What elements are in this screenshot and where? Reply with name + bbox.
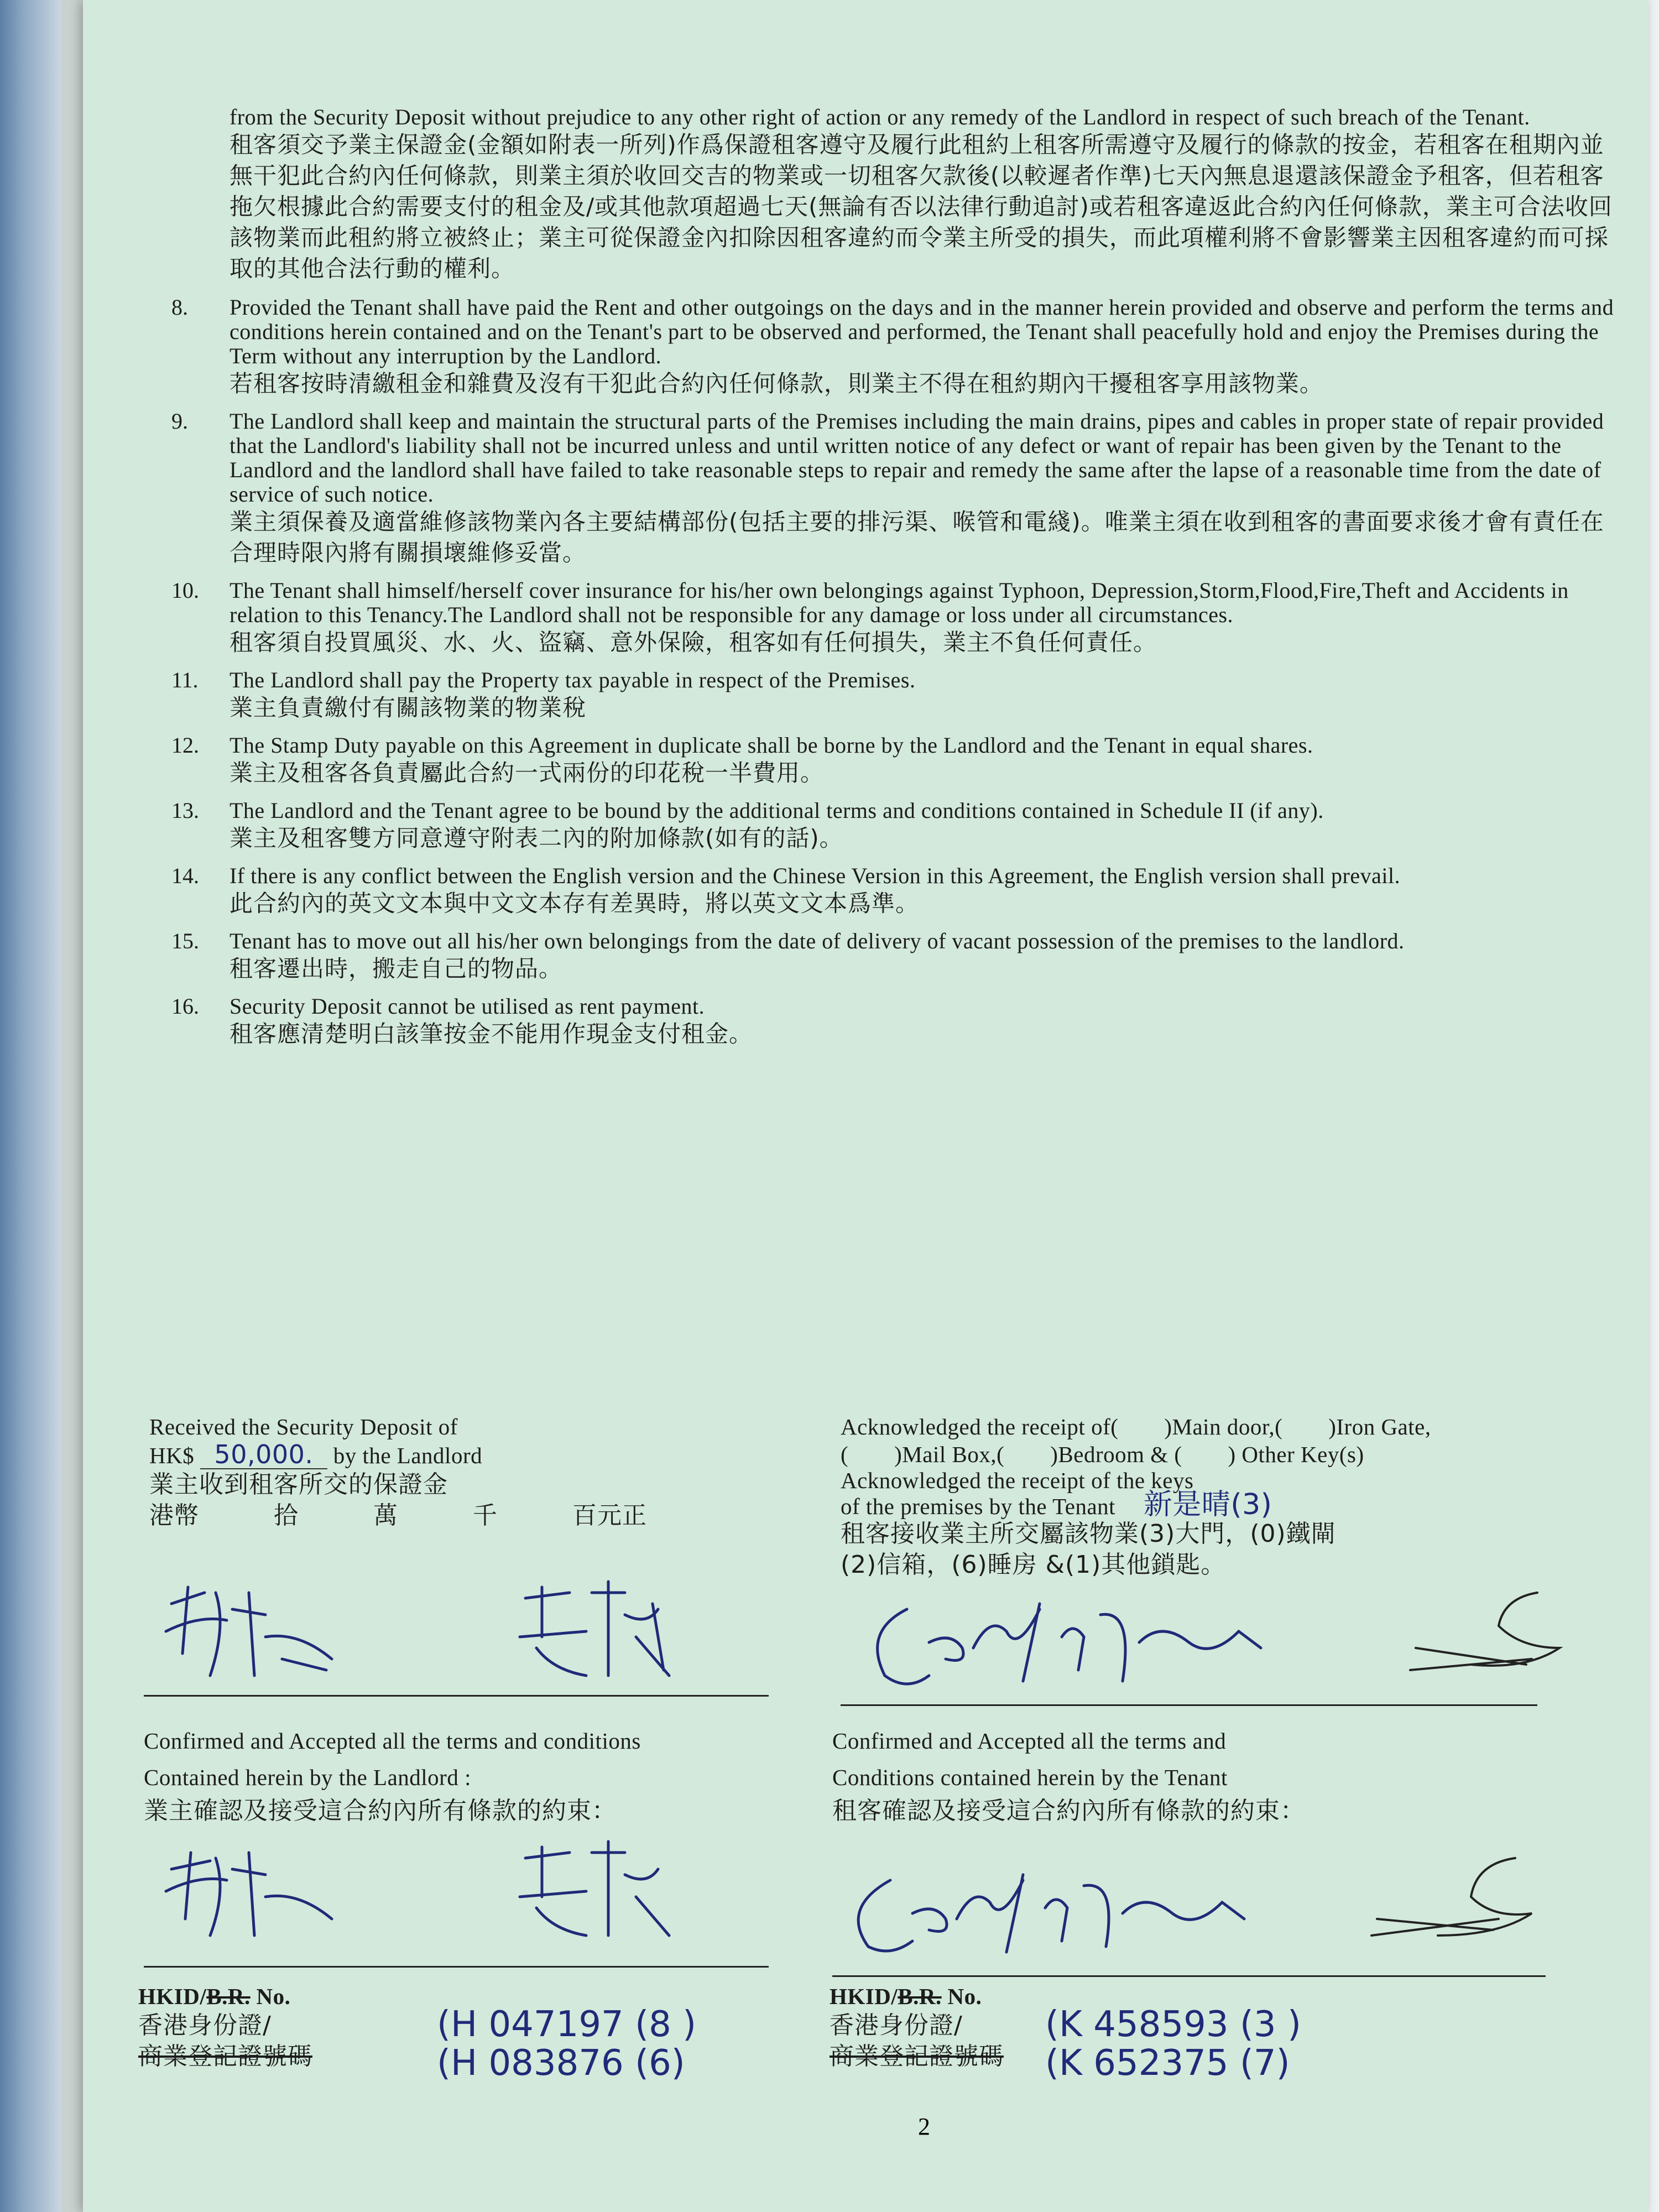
tenant-confirmation xyxy=(832,1723,1606,1827)
tenant-id-zh1: 香港身份證/ xyxy=(830,2011,963,2039)
keys-line4-text: of the premises by the Tenant xyxy=(841,1494,1116,1519)
landlord-signature-line-1 xyxy=(144,1695,769,1697)
clause-item xyxy=(171,799,1620,854)
clause-item xyxy=(171,929,1620,984)
clause-item xyxy=(171,864,1620,919)
clause-item xyxy=(171,295,1620,399)
clause-item xyxy=(171,994,1620,1050)
clause-english: Security Deposit cannot be utilised as rent payment. xyxy=(229,994,705,1019)
clause-number: 12. xyxy=(171,733,199,758)
landlord-id-zh1: 香港身份證/ xyxy=(138,2011,272,2039)
clause-number: 9. xyxy=(171,409,188,434)
tenant-confirm-zh: 租客確認及接受這合約內所有條款的約束： xyxy=(832,1797,1305,1825)
tenant-id-zh2: 商業登記證號碼 xyxy=(830,2042,1004,2070)
keys-zh1: 租客接收業主所交屬該物業(3)大門，(0)鐵閘 xyxy=(841,1520,1336,1548)
folder-edge xyxy=(0,0,61,2212)
clause-english: The Landlord shall keep and maintain the structural parts of the Premises including the main drains, pipes and cables in proper state of repair provided that the Landlord's liability shall not be incurred unless and until written notice of any defect or want of repair has been given by the Tenant to the Landlord and the landlord shall have failed to take reasonable steps to repair and remedy the same after the lapse of a reasonable time from the date of service of such notice. xyxy=(229,409,1604,507)
clause-number: 14. xyxy=(171,863,199,888)
clause-english: Provided the Tenant shall have paid the Rent and other outgoings on the days and in the manner herein provided and observe and perform the terms and conditions herein contained and on the Tenant's part to be observed and performed, the Tenant shall peacefully hold and enjoy the Premises during the Term without any interruption by the Landlord. xyxy=(229,295,1614,368)
clause-chinese: 租客遷出時，搬走自己的物品。 xyxy=(229,955,563,982)
hkid-label: HKID/ xyxy=(830,1984,898,2009)
document-page xyxy=(83,0,1648,2212)
deposit-prefix: HK$ xyxy=(149,1443,195,1468)
no-label: No. xyxy=(947,1984,982,2009)
deposit-zh1: 業主收到租客所交的保證金 xyxy=(149,1470,448,1499)
landlord-confirm-en1: Confirmed and Accepted all the terms and conditions xyxy=(144,1728,641,1754)
clause-chinese: 業主負責繳付有關該物業的物業稅 xyxy=(229,694,587,721)
tenant-confirm-en1: Confirmed and Accepted all the terms and xyxy=(832,1728,1227,1754)
clause-chinese: 業主及租客各負責屬此合約一式兩份的印花稅一半費用。 xyxy=(229,759,825,786)
tenant-id-rows xyxy=(830,2004,1604,2084)
landlord-hkid-1: (H 047197 (8 ) xyxy=(437,2004,697,2045)
signature-stroke xyxy=(1371,1858,1532,1936)
landlord-id-block xyxy=(138,1983,830,2084)
keys-receipt xyxy=(841,1413,1626,1580)
tenant-confirm-en2: Conditions contained herein by the Tenant xyxy=(832,1765,1228,1790)
tenant-signatures-2 xyxy=(818,1847,1604,1974)
tenant-id-block xyxy=(830,1983,1604,2084)
clause-number: 16. xyxy=(171,994,199,1019)
landlord-signatures-1 xyxy=(138,1571,857,1709)
keys-line3: Acknowledged the receipt of the keys xyxy=(841,1468,1194,1493)
landlord-signature-line-2 xyxy=(144,1966,769,1968)
deposit-amount-line xyxy=(149,1441,841,1469)
signature-stroke xyxy=(858,1875,1244,1952)
clause-number: 15. xyxy=(171,928,199,953)
clause-english: The Tenant shall himself/herself cover insurance for his/her own belongings against Typhoon, Depression,Storm,Flood,Fire,Theft and Accidents in relation to this Tenancy.The Landlord shall not be responsible for any damage or loss under all circumstances. xyxy=(229,578,1569,627)
clause-chinese: 此合約內的英文文本與中文文本存有差異時，將以英文文本爲準。 xyxy=(229,890,920,917)
deposit-suffix: by the Landlord xyxy=(333,1443,483,1468)
signature-stroke xyxy=(166,1587,332,1676)
tenant-hkid-2: (K 652375 (7) xyxy=(1045,2043,1290,2084)
clause-item xyxy=(171,668,1620,723)
intro-english: from the Security Deposit without prejudice to any other right of action or any remedy of the Landlord in respect of such breach of the Tenant. xyxy=(229,105,1530,129)
landlord-id-rows xyxy=(138,2004,830,2084)
clause-item xyxy=(171,733,1620,789)
clause-chinese: 租客應清楚明白該筆按金不能用作現金支付租金。 xyxy=(229,1020,753,1047)
clause-english: The Landlord shall pay the Property tax payable in respect of the Premises. xyxy=(229,667,916,692)
signature-stroke xyxy=(520,1841,669,1936)
clause-number: 10. xyxy=(171,578,199,603)
clause-chinese: 若租客按時清繳租金和雜費及沒有干犯此合約內任何條款，則業主不得在租約期內干擾租客享用該物業。 xyxy=(229,370,1324,397)
signature-stroke xyxy=(1410,1593,1559,1670)
clause-chinese: 業主及租客雙方同意遵守附表二內的附加條款(如有的話)。 xyxy=(229,825,843,852)
clause-english: If there is any conflict between the English version and the Chinese Version in this Agreement, the English version shall prevail. xyxy=(229,863,1401,888)
tenant-signatures-1 xyxy=(830,1582,1604,1709)
deposit-amount: 50,000. xyxy=(200,1441,327,1469)
tenant-signature-line-1 xyxy=(841,1704,1537,1706)
clause-item xyxy=(171,409,1620,568)
landlord-confirmation xyxy=(144,1723,835,1827)
tenant-signature-line-2 xyxy=(832,1975,1546,1977)
keys-handwritten-note: 新是晴(3) xyxy=(1143,1488,1272,1521)
clause-chinese: 租客須自投買風災、水、火、盜竊、意外保險，租客如有任何損失，業主不負任何責任。 xyxy=(229,629,1157,656)
clause-item xyxy=(171,578,1620,658)
clause-chinese: 業主須保養及適當維修該物業內各主要結構部份(包括主要的排污渠、喉管和電綫)。唯業主須在收到租客的書面要求後才會有責任在合理時限內將有關損壞維修妥當。 xyxy=(229,508,1604,566)
landlord-hkid-2: (H 083876 (6) xyxy=(437,2043,685,2084)
keys-line2: ( )Mail Box,( )Bedroom & ( ) Other Key(s) xyxy=(841,1442,1364,1467)
br-label-struck: B.R. xyxy=(206,1984,251,2009)
tenant-hkid-1: (K 458593 (3 ) xyxy=(1045,2004,1301,2045)
clause-number: 8. xyxy=(171,295,188,320)
clause-number: 11. xyxy=(171,667,199,692)
clause-list xyxy=(171,295,1620,1050)
keys-zh2: (2)信箱，(6)睡房 &(1)其他鎖匙。 xyxy=(841,1551,1226,1579)
landlord-signatures-2 xyxy=(138,1836,857,1963)
hkid-label: HKID/ xyxy=(138,1984,207,2009)
no-label: No. xyxy=(256,1984,291,2009)
clause-english: The Stamp Duty payable on this Agreement in duplicate shall be borne by the Landlord and the Tenant in equal shares. xyxy=(229,733,1313,758)
br-label-struck: B.R. xyxy=(898,1984,942,2009)
deposit-line1: Received the Security Deposit of xyxy=(149,1414,458,1439)
landlord-id-zh2: 商業登記證號碼 xyxy=(138,2042,312,2070)
signature-stroke xyxy=(520,1582,669,1676)
signature-stroke xyxy=(878,1604,1261,1684)
landlord-confirm-en2: Contained herein by the Landlord : xyxy=(144,1765,471,1790)
landlord-confirm-zh: 業主確認及接受這合約內所有條款的約束： xyxy=(144,1797,617,1825)
clause-7-continuation xyxy=(171,105,1620,284)
signature-stroke xyxy=(166,1853,332,1936)
deposit-zh2: 港幣 拾 萬 千 百元正 xyxy=(149,1501,647,1530)
intro-chinese: 租客須交予業主保證金(金額如附表一所列)作爲保證租客遵守及履行此租約上租客所需遵守及履行的條款的按金，若租客在租期內並無干犯此合約內任何條款，則業主須於收回交吉的物業或一切租客欠款後(以較遲者作準)七天內無息退還該保證金予租客，但若租客拖欠根據此合約需要支付的租金及/或其他款項超過七天(無論有否以法律行動追討)或若租客違返此合約內任何條款，業主可合法收回該物業而此租約將立被終止；業主可從保證金內扣除因租客違約而令業主所受的損失，而此項權利將不會影響業主因租客違約而可採取的其他合法行動的權利。 xyxy=(229,131,1613,282)
deposit-receipt xyxy=(149,1413,841,1531)
clause-english: Tenant has to move out all his/her own belongings from the date of delivery of vacant possession of the premises to the landlord. xyxy=(229,928,1405,953)
keys-line4 xyxy=(841,1488,1626,1521)
page-number: 2 xyxy=(918,2113,930,2140)
clauses-section xyxy=(171,105,1620,1060)
clause-english: The Landlord and the Tenant agree to be bound by the additional terms and conditions contained in Schedule II (if any). xyxy=(229,798,1324,823)
keys-line1: Acknowledged the receipt of( )Main door,( )Iron Gate, xyxy=(841,1414,1431,1439)
clause-number: 13. xyxy=(171,798,199,823)
